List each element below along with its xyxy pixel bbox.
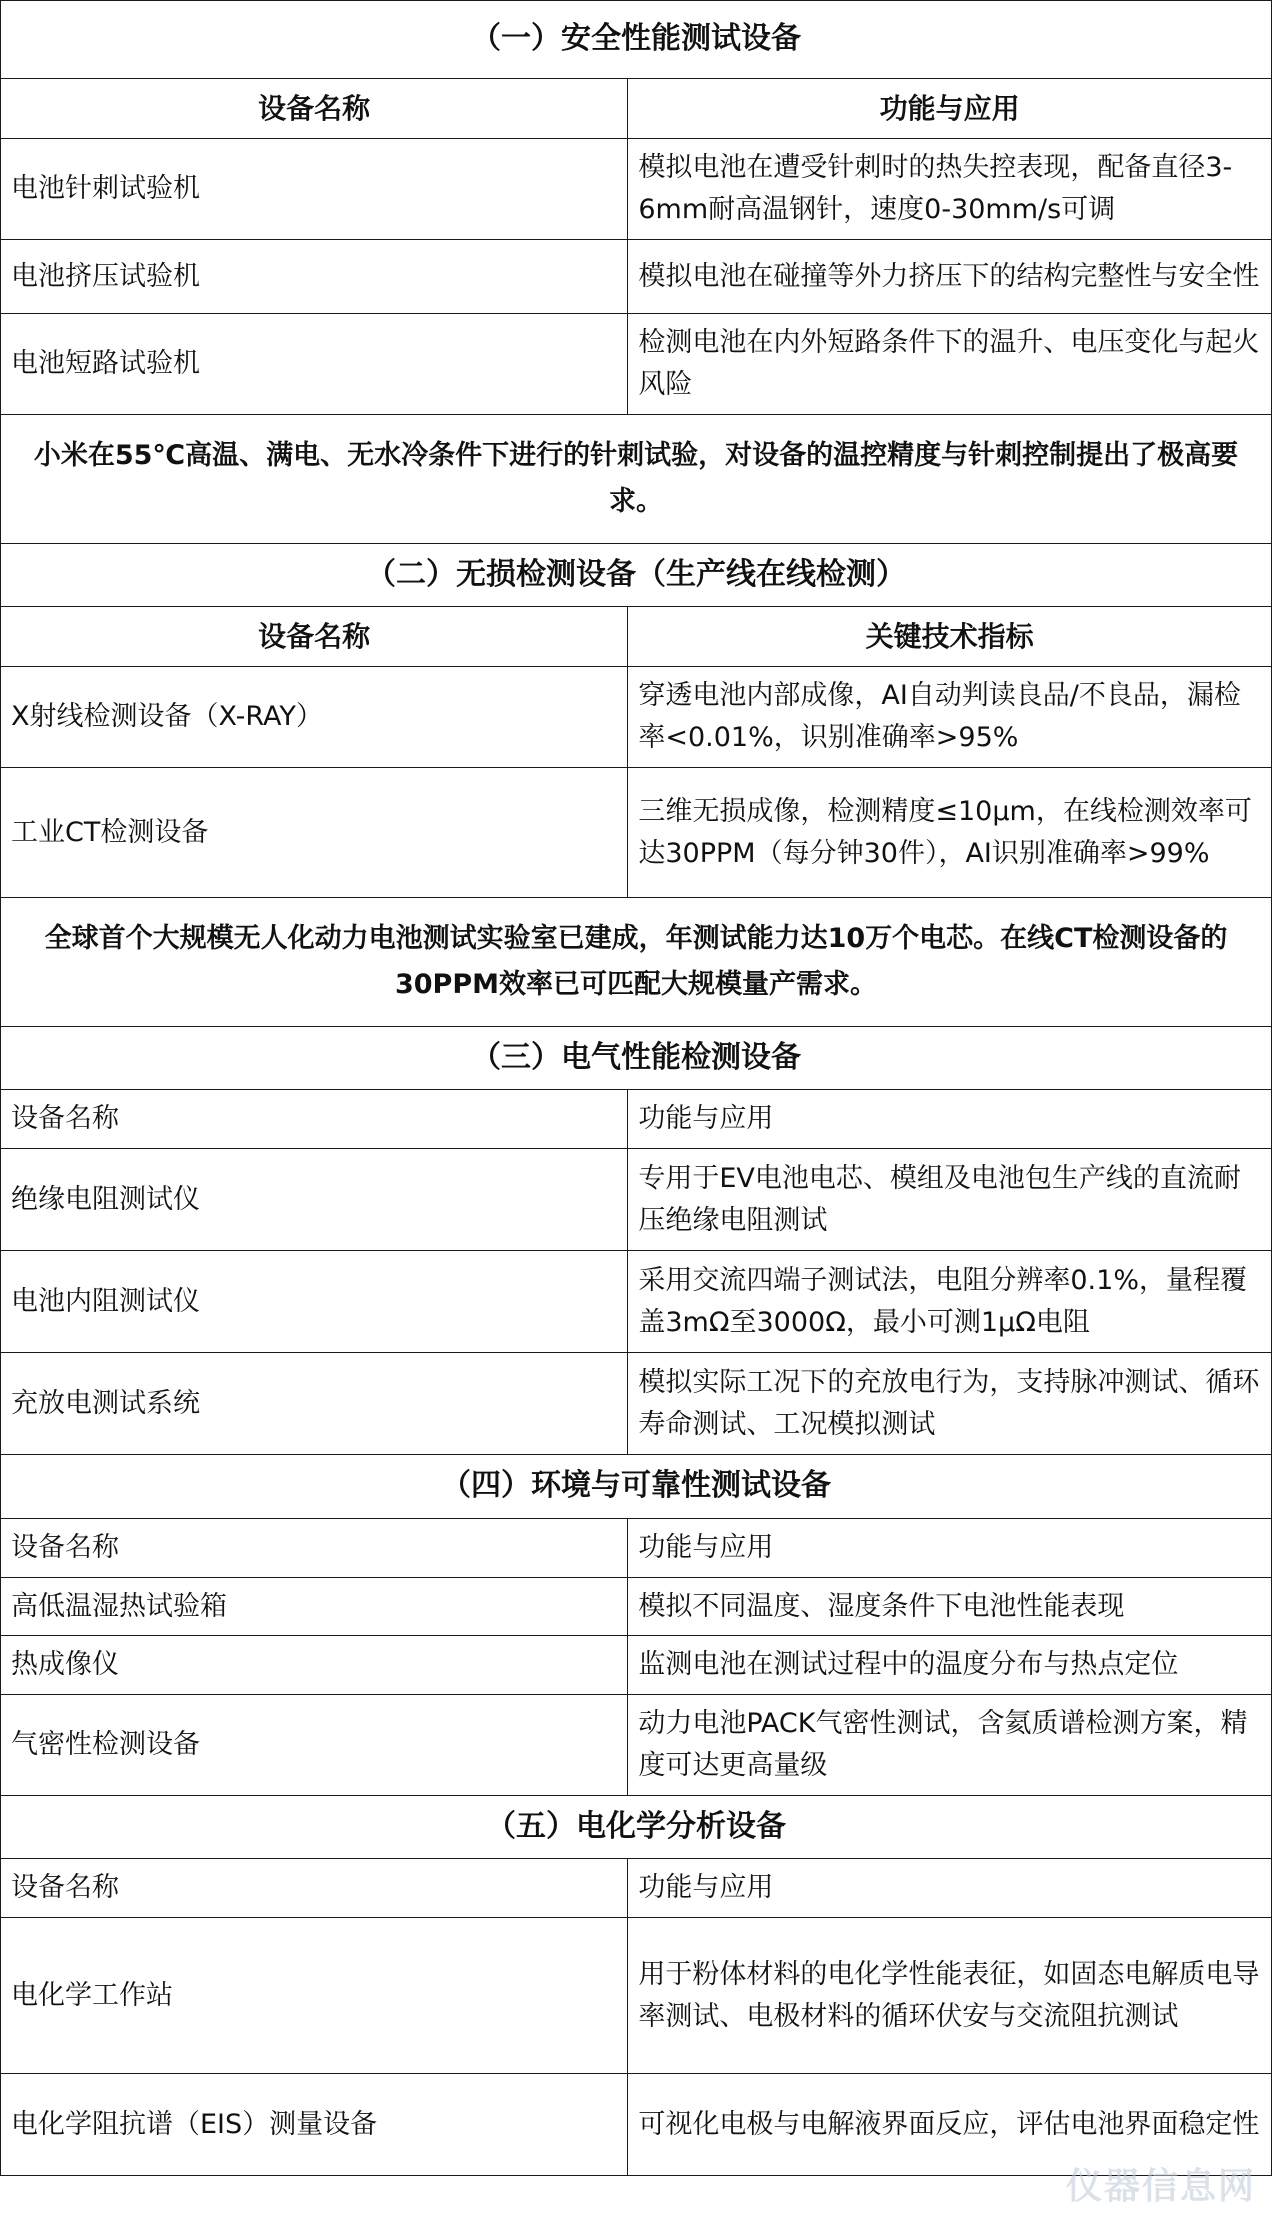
- equipment-description: 模拟电池在碰撞等外力挤压下的结构完整性与安全性: [628, 240, 1272, 314]
- equipment-description: 穿透电池内部成像，AI自动判读良品/不良品，漏检率<0.01%，识别准确率>95%: [628, 667, 1272, 768]
- column-header-function: 功能与应用: [628, 79, 1272, 139]
- equipment-name: 工业CT检测设备: [1, 768, 628, 898]
- table-row: [1, 1149, 1272, 1251]
- section-note: 全球首个大规模无人化动力电池测试实验室已建成，年测试能力达10万个电芯。在线CT检测设备的30PPM效率已可匹配大规模量产需求。: [1, 898, 1272, 1027]
- equipment-name: 电化学工作站: [1, 1918, 628, 2074]
- column-header-name: 设备名称: [1, 1090, 628, 1149]
- section-title: （三）电气性能检测设备: [1, 1026, 1272, 1090]
- equipment-description: 模拟电池在遭受针刺时的热失控表现，配备直径3-6mm耐高温钢针，速度0-30mm/s可调: [628, 139, 1272, 240]
- column-header-row: [1, 79, 1272, 139]
- watermark-logo: 仪器信息网: [1065, 2166, 1256, 2207]
- table-row: [1, 1918, 1272, 2074]
- column-header-function: 功能与应用: [628, 1090, 1272, 1149]
- column-header-row: [1, 1090, 1272, 1149]
- section-note-row: [1, 898, 1272, 1027]
- equipment-table-body: [1, 1, 1272, 2176]
- section-title-row: [1, 543, 1272, 607]
- section-title-row: [1, 1026, 1272, 1090]
- table-row: [1, 1353, 1272, 1455]
- equipment-name: 电池内阻测试仪: [1, 1251, 628, 1353]
- table-row: [1, 240, 1272, 314]
- table-row: [1, 139, 1272, 240]
- table-row: [1, 1251, 1272, 1353]
- equipment-name: 电池挤压试验机: [1, 240, 628, 314]
- column-header-function: 关键技术指标: [628, 607, 1272, 667]
- equipment-description: 模拟实际工况下的充放电行为，支持脉冲测试、循环寿命测试、工况模拟测试: [628, 1353, 1272, 1455]
- equipment-description: 监测电池在测试过程中的温度分布与热点定位: [628, 1636, 1272, 1695]
- table-row: [1, 667, 1272, 768]
- table-row: [1, 1695, 1272, 1796]
- equipment-description: 检测电池在内外短路条件下的温升、电压变化与起火风险: [628, 314, 1272, 415]
- section-note: 小米在55℃高温、满电、无水冷条件下进行的针刺试验，对设备的温控精度与针刺控制提出了极高要求。: [1, 414, 1272, 543]
- table-row: [1, 1577, 1272, 1636]
- section-title-row: [1, 1795, 1272, 1859]
- column-header-function: 功能与应用: [628, 1518, 1272, 1577]
- equipment-description: 专用于EV电池电芯、模组及电池包生产线的直流耐压绝缘电阻测试: [628, 1149, 1272, 1251]
- column-header-name: 设备名称: [1, 1518, 628, 1577]
- equipment-description: 三维无损成像，检测精度≤10μm，在线检测效率可达30PPM（每分钟30件），AI识别准确率>99%: [628, 768, 1272, 898]
- section-title: （一）安全性能测试设备: [1, 1, 1272, 79]
- column-header-row: [1, 1859, 1272, 1918]
- section-title: （四）环境与可靠性测试设备: [1, 1455, 1272, 1519]
- equipment-name: 绝缘电阻测试仪: [1, 1149, 628, 1251]
- equipment-description: 模拟不同温度、湿度条件下电池性能表现: [628, 1577, 1272, 1636]
- equipment-name: 充放电测试系统: [1, 1353, 628, 1455]
- column-header-name: 设备名称: [1, 79, 628, 139]
- equipment-name: 热成像仪: [1, 1636, 628, 1695]
- table-row: [1, 2074, 1272, 2176]
- column-header-row: [1, 1518, 1272, 1577]
- section-title-row: [1, 1455, 1272, 1519]
- equipment-name: 气密性检测设备: [1, 1695, 628, 1796]
- equipment-name: 电化学阻抗谱（EIS）测量设备: [1, 2074, 628, 2176]
- column-header-name: 设备名称: [1, 1859, 628, 1918]
- section-note-row: [1, 414, 1272, 543]
- equipment-description: 用于粉体材料的电化学性能表征，如固态电解质电导率测试、电极材料的循环伏安与交流阻抗测试: [628, 1918, 1272, 2074]
- section-title: （五）电化学分析设备: [1, 1795, 1272, 1859]
- table-row: [1, 768, 1272, 898]
- equipment-name: 电池短路试验机: [1, 314, 628, 415]
- equipment-description: 可视化电极与电解液界面反应，评估电池界面稳定性: [628, 2074, 1272, 2176]
- table-row: [1, 1636, 1272, 1695]
- table-row: [1, 314, 1272, 415]
- column-header-row: [1, 607, 1272, 667]
- equipment-name: 电池针刺试验机: [1, 139, 628, 240]
- column-header-function: 功能与应用: [628, 1859, 1272, 1918]
- equipment-description: 采用交流四端子测试法，电阻分辨率0.1%，量程覆盖3mΩ至3000Ω，最小可测1μΩ电阻: [628, 1251, 1272, 1353]
- equipment-name: X射线检测设备（X-RAY）: [1, 667, 628, 768]
- equipment-description: 动力电池PACK气密性测试，含氦质谱检测方案，精度可达更高量级: [628, 1695, 1272, 1796]
- section-title-row: [1, 1, 1272, 79]
- section-title: （二）无损检测设备（生产线在线检测）: [1, 543, 1272, 607]
- column-header-name: 设备名称: [1, 607, 628, 667]
- equipment-name: 高低温湿热试验箱: [1, 1577, 628, 1636]
